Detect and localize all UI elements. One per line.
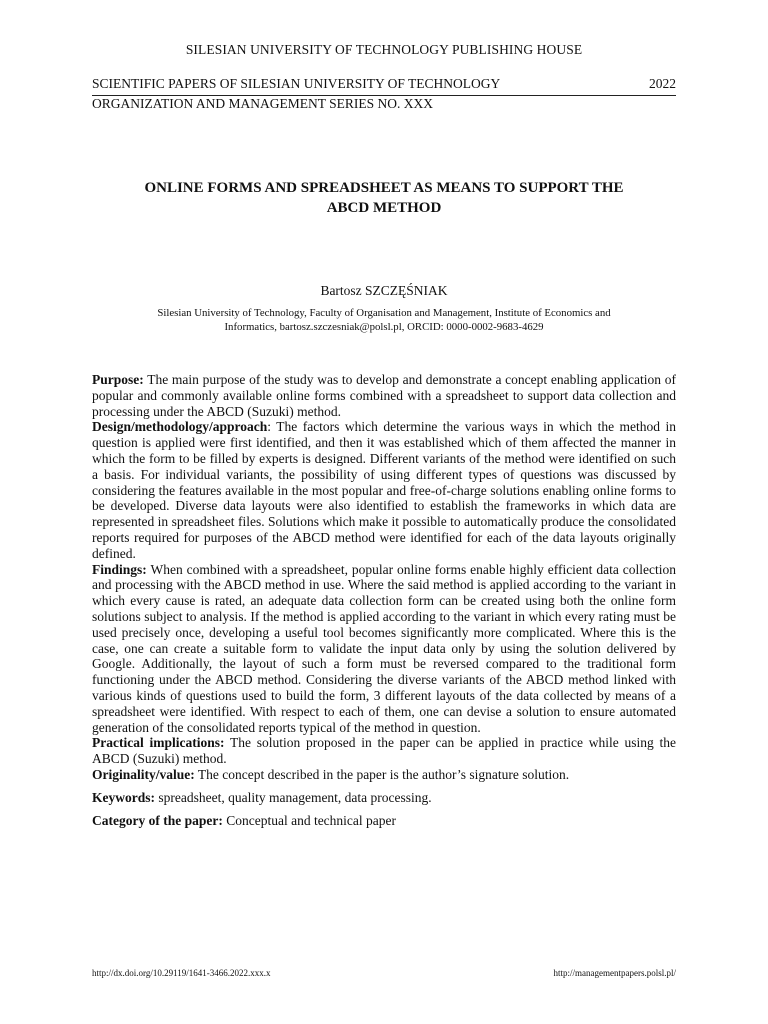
- journal-url-link[interactable]: http://managementpapers.polsl.pl/: [553, 968, 676, 978]
- abstract-findings: [92, 562, 676, 736]
- doi-link[interactable]: http://dx.doi.org/10.29119/1641-3466.2022.xxx.x: [92, 968, 271, 978]
- publisher-header: SILESIAN UNIVERSITY OF TECHNOLOGY PUBLISHING HOUSE: [185, 42, 583, 57]
- category-label: Category of the paper:: [92, 812, 223, 828]
- affiliation-line1: Silesian University of Technology, Faculty of Organisation and Management, Institute of Economics and: [157, 307, 611, 319]
- abstract-originality: [92, 767, 676, 783]
- purpose-text: The main purpose of the study was to develop and demonstrate a concept enabling application of popular and commonly available online forms combined with a spreadsheet to support data collection and processing under the ABCD (Suzuki) method.: [92, 372, 676, 419]
- practical-text: The solution proposed in the paper can be applied in practice while using the ABCD (Suzuki) method.: [92, 735, 676, 767]
- author-name: Bartosz SZCZĘŚNIAK: [320, 283, 448, 298]
- series-title: ORGANIZATION AND MANAGEMENT SERIES NO. XXX: [92, 96, 433, 111]
- findings-label: Findings:: [92, 561, 147, 577]
- originality-text: The concept described in the paper is the author’s signature solution.: [194, 766, 570, 782]
- purpose-label: Purpose:: [92, 372, 144, 387]
- paper-title: [92, 178, 676, 218]
- originality-label: Originality/value:: [92, 766, 195, 782]
- design-label: Design/methodology/approach: [92, 419, 268, 435]
- keywords-text: spreadsheet, quality management, data processing.: [155, 789, 432, 805]
- category-text: Conceptual and technical paper: [222, 812, 397, 828]
- findings-text: When combined with a spreadsheet, popular online forms enable highly efficient data collection and processing with the ABCD method in use. Where the said method is applied according to the variant in which every cause is rated, an adequate data collection form can be created using both the online form solutions subject to analysis. If the method is applied according to the variant in which every rating must be used precisely once, developing a useful tool becomes significantly more complicated. Where this is the case, one can create a suitable form to validate the input data only by using the solution delivered by Google. Additionally, the layout of such a form must be reversed compared to the traditional form functioning under the ABCD method. Considering the diverse variants of the ABCD method linked with various kinds of questions used to build the form, 3 different layouts of the data collected by means of a spreadsheet were identified. With respect to each of them, one can devise a solution to ensure automated generation of the consolidated reports typical of the method in question.: [92, 561, 676, 735]
- abstract: [92, 372, 676, 828]
- author-affiliation: [100, 306, 668, 334]
- abstract-purpose: [92, 372, 676, 419]
- abstract-practical: [92, 735, 676, 767]
- keywords: [92, 790, 676, 806]
- practical-label: Practical implications:: [92, 735, 225, 751]
- publication-year: 2022: [649, 76, 676, 91]
- keywords-label: Keywords:: [92, 789, 155, 805]
- paper-title-line2: ABCD METHOD: [326, 200, 442, 216]
- affiliation-line2: Informatics, bartosz.szczesniak@polsl.pl, ORCID: 0000-0002-9683-4629: [224, 321, 544, 333]
- design-text: : The factors which determine the various ways in which the method in question is applied were first identified, and then it was established which of them affected the manner in which the form to be filled by experts is designed. Different variants of the method were identified on such a basis. For individual variants, the possibility of using different types of questions was discussed by considering the features available in the most popular and free-of-charge solutions enabling online forms to be developed. Diverse data layouts were also identified to establish the frameworks in which data are represented in spreadsheet files. Solutions which make it possible to automatically produce the consolidated reports required for purposes of the ABCD method were identified for each of the data layouts originally defined.: [92, 419, 676, 561]
- paper-category: [92, 813, 676, 829]
- abstract-design: [92, 419, 676, 561]
- journal-title: SCIENTIFIC PAPERS OF SILESIAN UNIVERSITY OF TECHNOLOGY: [92, 76, 501, 91]
- paper-title-line1: ONLINE FORMS AND SPREADSHEET AS MEANS TO SUPPORT THE: [144, 180, 624, 196]
